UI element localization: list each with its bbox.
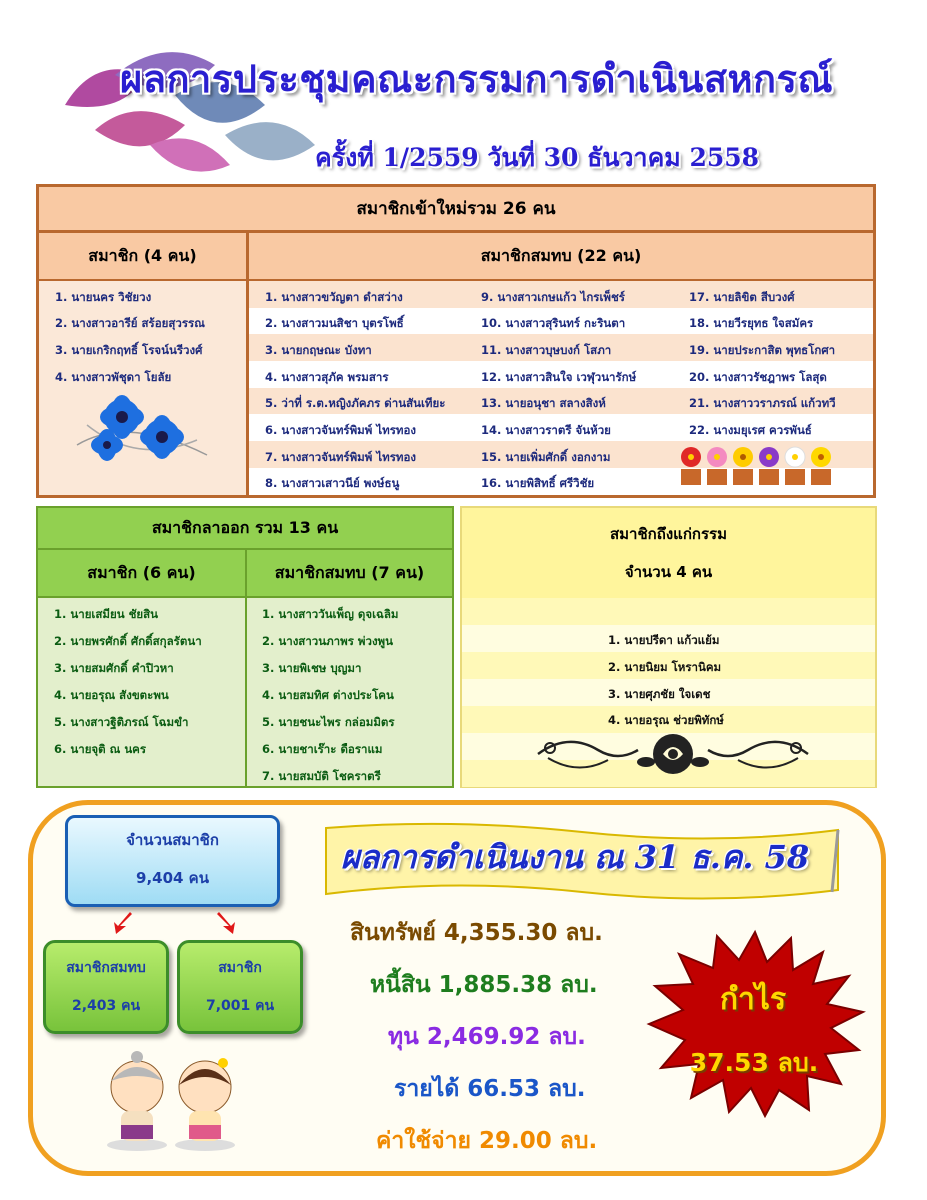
list-item: 5. ว่าที่ ร.ต.หญิงภัคภร ด่านสันเทียะ — [265, 396, 446, 410]
arrow-down-left-icon — [110, 910, 136, 936]
deceased-body — [462, 598, 875, 787]
profit-starburst — [643, 928, 867, 1118]
list-item: 3. นายสมศักดิ์ คำปิวหา — [54, 661, 174, 675]
list-item: 7. นายสมบัติ โชคราตรี — [262, 769, 381, 783]
list-item: 18. นายวีรยุทธ ใจสมัคร — [689, 316, 814, 330]
list-item: 6. นายจุติ ณ นคร — [54, 742, 147, 756]
profit-value: 37.53 ลบ. — [689, 1048, 819, 1077]
associate-members-value: 2,403 คน — [71, 998, 141, 1014]
regular-members-column — [39, 281, 249, 495]
flower-pots-image — [677, 439, 837, 489]
list-item: 4. นายอรุณ ช่วยพิทักษ์ — [608, 713, 724, 727]
list-item: 14. นางสาวราตรี จันห้วย — [481, 423, 611, 437]
new-members-subheader — [39, 233, 873, 281]
list-item: 21. นางสาววราภรณ์ แก้วทวี — [689, 396, 836, 410]
list-item: 6. นายชาเร๊าะ ดือราแม — [262, 742, 383, 756]
total-members-value: 9,404 คน — [136, 869, 209, 887]
assets-text: สินทรัพย์ 4,355.30 ลบ. — [350, 920, 603, 946]
list-item: 2. นางสาวอารีย์ สร้อยสุวรรณ — [55, 316, 205, 330]
resigned-subheader — [38, 550, 452, 598]
associate-members-heading: สมาชิกสมทบ (22 คน) — [249, 233, 873, 279]
rose-ornament-image — [528, 728, 818, 780]
list-item: 4. นางสาวพัชุดา โยลัย — [55, 370, 172, 384]
list-item: 1. นายนคร วิชัยวง — [55, 290, 152, 304]
list-item: 3. นายศุภชัย ใจเดช — [608, 687, 711, 701]
list-item: 3. นายกฤษณะ บังทา — [265, 343, 372, 357]
profit-label: กำไร — [719, 982, 787, 1017]
list-item: 2. นางสาวมนสิชา บุตรโพธิ์ — [265, 316, 404, 330]
list-item: 8. นางสาวเสาวนีย์ พงษ์ธนู — [265, 476, 400, 490]
list-item: 9. นางสาวเกษแก้ว ไกรเพ็ชร์ — [481, 290, 625, 304]
column-divider — [245, 598, 247, 786]
list-item: 2. นางสาวนภาพร พ่วงพูน — [262, 634, 393, 648]
list-item: 4. นายสมทิศ ต่างประโคน — [262, 688, 394, 702]
regular-members-box — [177, 940, 303, 1034]
deceased-heading — [462, 508, 875, 598]
associate-members-column — [249, 281, 873, 495]
list-item: 4. นางสาวสุภัค พรมสาร — [265, 370, 389, 384]
resigned-associate-heading: สมาชิกสมทบ (7 คน) — [274, 562, 425, 582]
resigned-regular-heading: สมาชิก (6 คน) — [38, 550, 247, 596]
list-item: 5. นายชนะไพร กล่อมมิตร — [262, 715, 395, 729]
new-members-body — [39, 281, 873, 495]
list-item: 1. นางสาวขวัญตา ดำสว่าง — [265, 290, 403, 304]
blue-flower-image — [67, 385, 217, 477]
page-title: ผลการประชุมคณะกรรมการดำเนินสหกรณ์ — [120, 56, 834, 101]
total-members-box — [65, 815, 280, 907]
list-item: 2. นายนิยม โหรานิคม — [608, 660, 722, 674]
list-item: 1. นายเสมียน ชัยสิน — [54, 607, 158, 621]
list-item: 13. นายอนุชา สลางสิงห์ — [481, 396, 606, 410]
list-item: 20. นางสาวรัชฎาพร โลสุด — [689, 370, 827, 384]
associate-members-label: สมาชิกสมทบ — [66, 960, 146, 976]
regular-members-heading: สมาชิก (4 คน) — [39, 233, 249, 279]
list-item: 7. นางสาวจันทร์พิมพ์ ไทรทอง — [265, 450, 416, 464]
list-item: 3. นายเกริกฤทธิ์ โรจน์นรีวงศ์ — [55, 343, 203, 357]
liabilities-text: หนี้สิน 1,885.38 ลบ. — [370, 972, 598, 998]
resigned-heading: สมาชิกลาออก รวม 13 คน — [38, 508, 452, 550]
list-item: 5. นางสาวฐิติภรณ์ โฉมขำ — [54, 715, 189, 729]
list-item: 17. นายลิขิต สีบวงศ์ — [689, 290, 795, 304]
arrow-down-right-icon — [213, 910, 239, 936]
income-text: รายได้ 66.53 ลบ. — [394, 1076, 586, 1102]
total-members-label: จำนวนสมาชิก — [126, 831, 219, 849]
greeting-children-image — [95, 1045, 245, 1155]
list-item: 4. นายอรุณ สังขตะพน — [54, 688, 169, 702]
new-members-section — [36, 184, 876, 498]
list-item: 2. นายพรศักดิ์ ศักดิ์สกุลรัตนา — [54, 634, 202, 648]
resigned-body — [38, 598, 452, 786]
list-item: 10. นางสาวสุรินทร์ กะรินตา — [481, 316, 626, 330]
new-members-heading: สมาชิกเข้าใหม่รวม 26 คน — [39, 187, 873, 233]
resigned-members-section — [36, 506, 454, 788]
list-item: 16. นายพิสิทธิ์ ศรีวิชัย — [481, 476, 595, 490]
deceased-heading-line1: สมาชิกถึงแก่กรรม — [610, 525, 727, 543]
list-item: 1. นายปรีดา แก้วแย้ม — [608, 633, 720, 647]
list-item: 22. นางมยุเรศ ควรพันธ์ — [689, 423, 812, 437]
results-banner-title: ผลการดำเนินงาน ณ 31 ธ.ค. 58 — [340, 838, 810, 876]
list-item: 3. นายพิเชษ บุญมา — [262, 661, 362, 675]
regular-members-label: สมาชิก — [218, 960, 262, 976]
deceased-heading-line2: จำนวน 4 คน — [624, 563, 713, 581]
capital-text: ทุน 2,469.92 ลบ. — [388, 1024, 586, 1050]
list-item: 19. นายประกาสิต พุทธโกศา — [689, 343, 836, 357]
regular-members-value: 7,001 คน — [205, 998, 275, 1014]
list-item: 6. นางสาวจันทร์พิมพ์ ไทรทอง — [265, 423, 416, 437]
associate-members-box — [43, 940, 169, 1034]
deceased-members-section — [460, 506, 877, 788]
list-item: 1. นางสาววันเพ็ญ ดุจเฉลิม — [262, 607, 399, 621]
list-item: 12. นางสาวสินใจ เวฬุวนารักษ์ — [481, 370, 637, 384]
list-item: 11. นางสาวบุษบงก์ โสภา — [481, 343, 612, 357]
list-item: 15. นายเพิ่มศักดิ์ งอกงาม — [481, 450, 611, 464]
expenses-text: ค่าใช้จ่าย 29.00 ลบ. — [376, 1128, 598, 1154]
meeting-subtitle: ครั้งที่ 1/2559 วันที่ 30 ธันวาคม 2558 — [315, 143, 760, 172]
